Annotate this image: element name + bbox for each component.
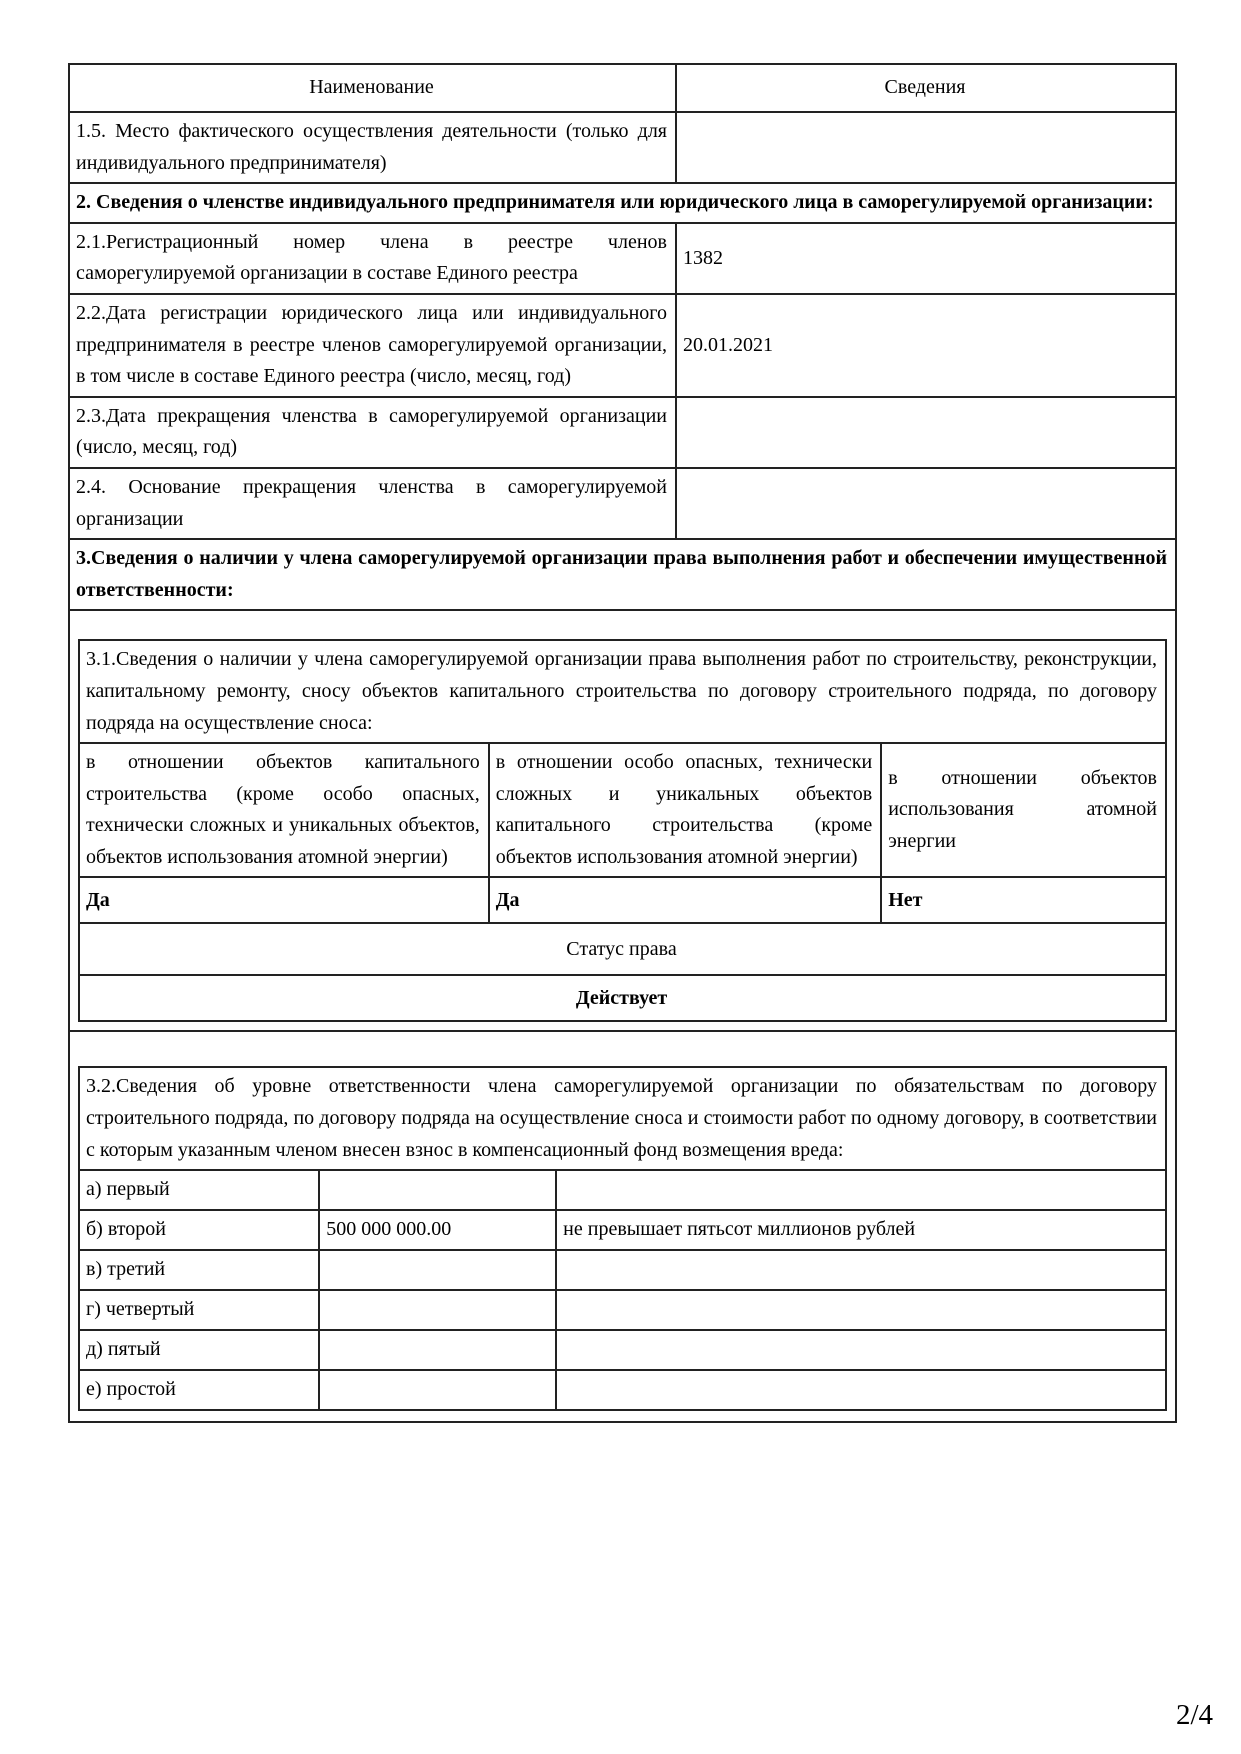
level-b-amount: 500 000 000.00 bbox=[319, 1210, 556, 1250]
status-value: Действует bbox=[79, 975, 1166, 1021]
row-3-1-intro-text: 3.1.Сведения о наличии у члена саморегулируемой организации права выполнения работ по строительству, реконструкции, капитальному ремонту, сносу объектов капитального строительства по договору строительного подряда, по договору подряда на осуществление сноса: bbox=[79, 640, 1166, 743]
level-g-amount bbox=[319, 1290, 556, 1330]
row-3-1-intro bbox=[79, 640, 1166, 743]
table-3-2 bbox=[78, 1066, 1167, 1411]
object-type-header-hazardous: в отношении особо опасных, технически сложных и уникальных объектов капитального строительства (кроме объектов использования атомной энергии) bbox=[489, 743, 881, 877]
table-3-1 bbox=[78, 639, 1167, 1022]
level-a-amount bbox=[319, 1170, 556, 1210]
section-3-1-container-row bbox=[69, 610, 1176, 1031]
main-table bbox=[68, 63, 1177, 1423]
row-3-2-intro-text: 3.2.Сведения об уровне ответственности члена саморегулируемой организации по обязательствам по договору строительного подряда, по договору подряда на осуществление сноса и стоимости работ по одному договору, в соответствии с которым указанным членом внесен взнос в компенсационный фонд возмещения вреда: bbox=[79, 1067, 1166, 1170]
right-general-value: Да bbox=[79, 877, 489, 923]
level-a-note bbox=[556, 1170, 1166, 1210]
right-nuclear-value: Нет bbox=[881, 877, 1166, 923]
status-label: Статус права bbox=[79, 923, 1166, 975]
row-3-1-headers bbox=[79, 743, 1166, 877]
row-2-1 bbox=[69, 223, 1176, 294]
level-e-amount bbox=[319, 1370, 556, 1410]
row-3-1-values bbox=[79, 877, 1166, 923]
object-type-header-nuclear: в отношении объектов использования атомной энергии bbox=[881, 743, 1166, 877]
row-2-3-label: 2.3.Дата прекращения членства в саморегулируемой организации (число, месяц, год) bbox=[69, 397, 676, 468]
level-g-note bbox=[556, 1290, 1166, 1330]
level-d-label: д) пятый bbox=[79, 1330, 319, 1370]
section-3-row bbox=[69, 539, 1176, 610]
header-name-column: Наименование bbox=[69, 64, 676, 112]
row-2-1-value: 1382 bbox=[676, 223, 1176, 294]
section-2-title: 2. Сведения о членстве индивидуального предпринимателя или юридического лица в саморегулируемой организации: bbox=[69, 183, 1176, 223]
section-3-2-container-row bbox=[69, 1031, 1176, 1422]
row-1-5 bbox=[69, 112, 1176, 183]
row-2-2-label: 2.2.Дата регистрации юридического лица или индивидуального предпринимателя в реестре членов саморегулируемой организации, в том числе в составе Единого реестра (число, месяц, год) bbox=[69, 294, 676, 397]
responsibility-row-e bbox=[79, 1370, 1166, 1410]
row-2-4-label: 2.4. Основание прекращения членства в саморегулируемой организации bbox=[69, 468, 676, 539]
row-2-4-value bbox=[676, 468, 1176, 539]
page-number: 2/4 bbox=[1175, 1699, 1213, 1731]
level-v-label: в) третий bbox=[79, 1250, 319, 1290]
level-d-amount bbox=[319, 1330, 556, 1370]
row-3-2-intro bbox=[79, 1067, 1166, 1170]
responsibility-row-a bbox=[79, 1170, 1166, 1210]
level-e-label: е) простой bbox=[79, 1370, 319, 1410]
object-type-header-general: в отношении объектов капитального строительства (кроме особо опасных, технически сложных и уникальных объектов, объектов использования атомной энергии) bbox=[79, 743, 489, 877]
right-hazardous-value: Да bbox=[489, 877, 881, 923]
level-d-note bbox=[556, 1330, 1166, 1370]
row-1-5-label: 1.5. Место фактического осуществления деятельности (только для индивидуального предпринимателя) bbox=[69, 112, 676, 183]
row-2-2-value: 20.01.2021 bbox=[676, 294, 1176, 397]
level-a-label: а) первый bbox=[79, 1170, 319, 1210]
responsibility-row-b bbox=[79, 1210, 1166, 1250]
section-3-1-container bbox=[69, 610, 1176, 1031]
row-2-3-value bbox=[676, 397, 1176, 468]
header-info-column: Сведения bbox=[676, 64, 1176, 112]
row-status-value bbox=[79, 975, 1166, 1021]
row-status-label bbox=[79, 923, 1166, 975]
level-b-note: не превышает пятьсот миллионов рублей bbox=[556, 1210, 1166, 1250]
section-3-2-container bbox=[69, 1031, 1176, 1422]
responsibility-row-v bbox=[79, 1250, 1166, 1290]
row-2-4 bbox=[69, 468, 1176, 539]
row-2-3 bbox=[69, 397, 1176, 468]
level-v-amount bbox=[319, 1250, 556, 1290]
responsibility-row-g bbox=[79, 1290, 1166, 1330]
row-2-1-label: 2.1.Регистрационный номер члена в реестре членов саморегулируемой организации в составе Единого реестра bbox=[69, 223, 676, 294]
table-header-row bbox=[69, 64, 1176, 112]
row-1-5-value bbox=[676, 112, 1176, 183]
section-2-row bbox=[69, 183, 1176, 223]
level-e-note bbox=[556, 1370, 1166, 1410]
level-v-note bbox=[556, 1250, 1166, 1290]
section-3-title: 3.Сведения о наличии у члена саморегулируемой организации права выполнения работ и обеспечении имущественной ответственности: bbox=[69, 539, 1176, 610]
responsibility-row-d bbox=[79, 1330, 1166, 1370]
row-2-2 bbox=[69, 294, 1176, 397]
level-g-label: г) четвертый bbox=[79, 1290, 319, 1330]
level-b-label: б) второй bbox=[79, 1210, 319, 1250]
